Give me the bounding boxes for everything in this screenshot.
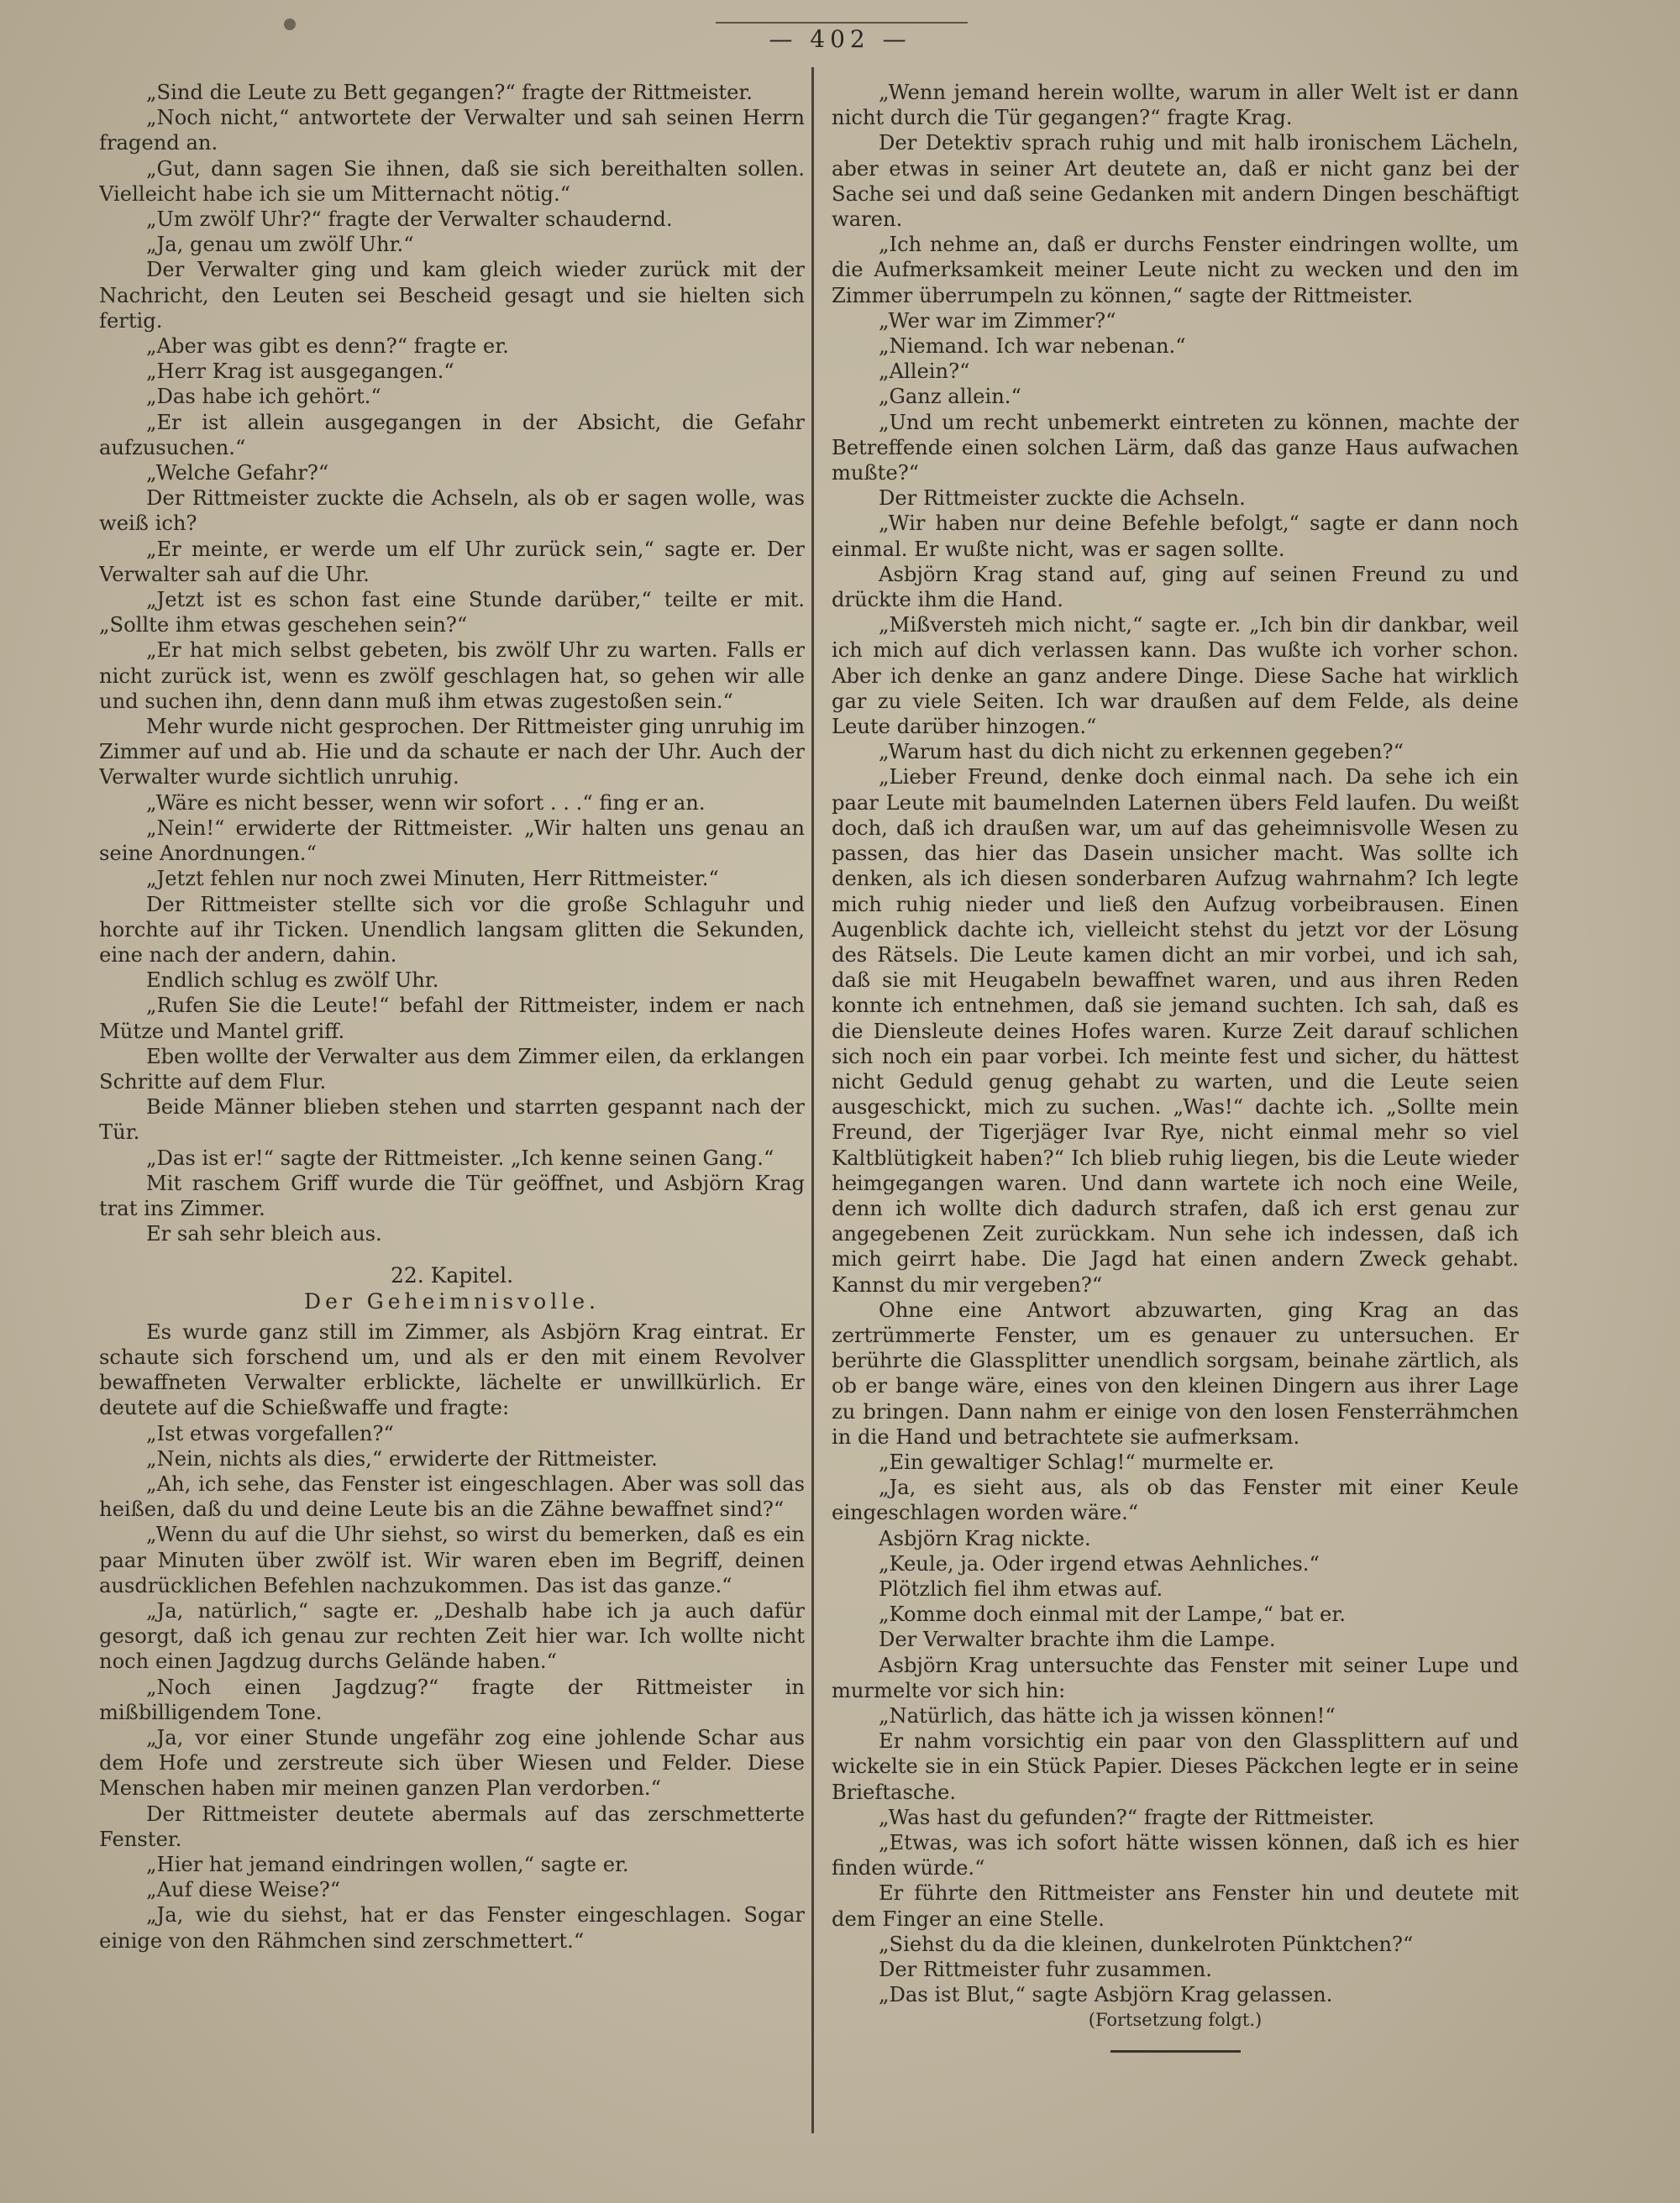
paragraph: „Das habe ich gehört.“ bbox=[146, 385, 381, 409]
end-rule bbox=[1110, 2050, 1241, 2053]
paragraph: Es wurde ganz still im Zimmer, als Asbjörn Krag eintrat. Er schaute sich forschend um, und als er den mit einem Revolver bewaffneten Verwalter erblickte, lächelte er unwillkürlich. Er deutete auf die Schießwaffe und fragte: bbox=[99, 1319, 805, 1420]
paragraph: „Auf diese Weise?“ bbox=[146, 1878, 341, 1902]
paragraph: „Noch einen Jagdzug?“ fragte der Rittmeister in mißbilligendem Tone. bbox=[99, 1675, 805, 1724]
paragraph: Er sah sehr bleich aus. bbox=[146, 1222, 382, 1246]
column-divider bbox=[811, 67, 814, 2133]
paragraph: „Wir haben nur deine Befehle befolgt,“ sagte er dann noch einmal. Er wußte nicht, was er sagen sollte. bbox=[832, 511, 1519, 561]
paragraph: „Ja, wie du siehst, hat er das Fenster eingeschlagen. Sogar einige von den Rähmchen sind zerschmettert.“ bbox=[99, 1903, 805, 1953]
paragraph: „Er ist allein ausgegangen in der Absicht, die Gefahr aufzusuchen.“ bbox=[99, 410, 805, 459]
paragraph: Der Rittmeister fuhr zusammen. bbox=[879, 1958, 1212, 1982]
paragraph: „Er hat mich selbst gebeten, bis zwölf Uhr zu warten. Falls er nicht zurück ist, wenn es zwölf geschlagen hat, so gehen wir alle und suchen ihn, denn dann muß ihm etwas zugestoßen sein.“ bbox=[99, 638, 805, 713]
paragraph: „Natürlich, das hätte ich ja wissen können!“ bbox=[879, 1704, 1336, 1728]
chapter-title: 22. Kapitel. bbox=[390, 1263, 514, 1288]
right-column-text bbox=[832, 80, 1519, 2007]
paragraph: „Er meinte, er werde um elf Uhr zurück sein,“ sagte er. Der Verwalter sah auf die Uhr. bbox=[99, 537, 805, 586]
paragraph: „Lieber Freund, denke doch einmal nach. Da sehe ich ein paar Leute mit baumelnden Laternen übers Feld laufen. Du weißt doch, daß ich draußen war, um auf das geheimnisvolle Wesen zu passen, das hier das Dasein unsicher macht. Was sollte ich denken, als ich diesen sonderbaren Aufzug wahrnahm? Ich legte mich ruhig nieder und ließ den Aufzug vorbeibrausen. Einen Augenblick dachte ich, vielleicht stehst du jetzt vor der Lösung des Rätsels. Die Leute kamen dicht an mir vorbei, und ich sah, daß sie mit Heugabeln bewaffnet waren, und aus ihren Reden konnte ich entnehmen, daß sie jemand suchten. Ich sah, daß es die Diensleute deines Hofes waren. Kurze Zeit darauf schlichen sich noch ein paar vorbei. Ich meinte fest und sicher, du hättest nicht Geduld genug gehabt zu warten, und die Leute seien ausgeschickt, mich zu suchen. „Was!“ dachte ich. „Sollte mein Freund, der Tigerjäger Ivar Rye, nicht einmal mehr so viel Kaltblütigkeit haben?“ Ich blieb ruhig liegen, bis die Leute wieder heimgegangen waren. Und dann wartete ich noch eine Weile, denn ich wollte dich dadurch strafen, daß ich erst genau zur angegebenen Zeit zurückkam. Nun sehe ich indessen, daß ich mich geirrt habe. Die Jagd hat einen andern Zweck gehabt. Kannst du mir vergeben?“ bbox=[832, 765, 1519, 1297]
left-column bbox=[99, 80, 805, 2129]
paragraph: „Ja, vor einer Stunde ungefähr zog eine johlende Schar aus dem Hofe und zerstreute sich über Wiesen und Felder. Diese Menschen haben mir meinen ganzen Plan verdorben.“ bbox=[99, 1726, 805, 1801]
paragraph: „Etwas, was ich sofort hätte wissen können, daß ich es hier finden würde.“ bbox=[832, 1831, 1519, 1880]
paragraph: „Ich nehme an, daß er durchs Fenster eindringen wollte, um die Aufmerksamkeit meiner Leute nicht zu wecken und den im Zimmer überrumpeln zu können,“ sagte der Rittmeister. bbox=[832, 233, 1519, 307]
paragraph: „Was hast du gefunden?“ fragte der Rittmeister. bbox=[879, 1805, 1375, 1829]
left-column-text bbox=[99, 80, 805, 1246]
paragraph: Asbjörn Krag untersuchte das Fenster mit seiner Lupe und murmelte vor sich hin: bbox=[832, 1653, 1519, 1702]
paragraph: „Ja, natürlich,“ sagte er. „Deshalb habe ich ja auch dafür gesorgt, daß ich genau zur rechten Zeit hier war. Ich wollte nicht noch einen Jagdzug durchs Gelände haben.“ bbox=[99, 1598, 805, 1674]
paragraph: Der Rittmeister deutete abermals auf das zerschmetterte Fenster. bbox=[99, 1802, 805, 1851]
paragraph: Endlich schlug es zwölf Uhr. bbox=[146, 968, 439, 993]
paragraph: „Keule, ja. Oder irgend etwas Aehnliches.“ bbox=[879, 1551, 1320, 1576]
paragraph: Der Rittmeister zuckte die Achseln, als ob er sagen wolle, was weiß ich? bbox=[99, 486, 805, 536]
paragraph: „Wenn du auf die Uhr siehst, so wirst du bemerken, daß es ein paar Minuten über zwölf ist. Wir waren eben im Begriff, deinen ausdrücklichen Befehlen nachzukommen. Das ist das ganze.“ bbox=[99, 1523, 805, 1597]
paragraph: „Jetzt ist es schon fast eine Stunde darüber,“ teilte er mit. „Sollte ihm etwas geschehen sein?“ bbox=[99, 588, 805, 637]
paragraph: „Ist etwas vorgefallen?“ bbox=[146, 1421, 394, 1445]
paragraph: „Um zwölf Uhr?“ fragte der Verwalter schaudernd. bbox=[146, 207, 673, 232]
paragraph: Der Verwalter ging und kam gleich wieder zurück mit der Nachricht, den Leuten sei Bescheid gesagt und sie hielten sich fertig. bbox=[99, 258, 805, 333]
paragraph: „Mißversteh mich nicht,“ sagte er. „Ich bin dir dankbar, weil ich mich auf dich verlassen kann. Das wußte ich vorher schon. Aber ich denke an ganz andere Dinge. Diese Sache hat wirklich gar zu viele Seiten. Ich war draußen auf dem Felde, als deine Leute darüber hinzogen.“ bbox=[832, 613, 1519, 739]
chapter-text bbox=[99, 1319, 805, 1954]
paragraph: „Komme doch einmal mit der Lampe,“ bat er. bbox=[879, 1602, 1346, 1627]
continuation-note: (Fortsetzung folgt.) bbox=[1088, 2010, 1263, 2031]
paragraph: Er nahm vorsichtig ein paar von den Glassplittern auf und wickelte sie in ein Stück Papier. Dieses Päckchen legte er in seine Brieftasche. bbox=[832, 1729, 1519, 1804]
paragraph: Mehr wurde nicht gesprochen. Der Rittmeister ging unruhig im Zimmer auf und ab. Hie und da schaute er nach der Uhr. Auch der Verwalter wurde sichtlich unruhig. bbox=[99, 715, 805, 789]
right-column bbox=[832, 80, 1519, 2129]
page-number: — 402 — bbox=[769, 25, 911, 53]
paragraph: „Ja, es sieht aus, als ob das Fenster mit einer Keule eingeschlagen worden wäre.“ bbox=[832, 1476, 1519, 1525]
paragraph: „Allein?“ bbox=[879, 359, 970, 384]
paragraph: Der Verwalter brachte ihm die Lampe. bbox=[879, 1628, 1276, 1652]
paragraph: „Welche Gefahr?“ bbox=[146, 461, 329, 485]
paragraph: „Aber was gibt es denn?“ fragte er. bbox=[146, 334, 509, 359]
paragraph: Der Detektiv sprach ruhig und mit halb ironischem Lächeln, aber etwas in seiner Art deutete an, daß er nicht ganz bei der Sache sei und daß seine Gedanken mit andern Dingen beschäftigt waren. bbox=[832, 131, 1519, 232]
paragraph: „Ein gewaltiger Schlag!“ murmelte er. bbox=[879, 1450, 1275, 1474]
paragraph: „Jetzt fehlen nur noch zwei Minuten, Herr Rittmeister.“ bbox=[146, 867, 719, 891]
paragraph: „Hier hat jemand eindringen wollen,“ sagte er. bbox=[146, 1853, 629, 1877]
paragraph: „Niemand. Ich war nebenan.“ bbox=[879, 334, 1186, 359]
paragraph: „Gut, dann sagen Sie ihnen, daß sie sich bereithalten sollen. Vielleicht habe ich sie um Mitternacht nötig.“ bbox=[99, 156, 805, 206]
paragraph: „Nein!“ erwiderte der Rittmeister. „Wir halten uns genau an seine Anordnungen.“ bbox=[99, 816, 805, 866]
paragraph: „Warum hast du dich nicht zu erkennen gegeben?“ bbox=[879, 740, 1404, 764]
paragraph: „Wer war im Zimmer?“ bbox=[879, 308, 1116, 333]
paragraph: „Wenn jemand herein wollte, warum in aller Welt ist er dann nicht durch die Tür gegangen?“ fragte Krag. bbox=[832, 81, 1519, 130]
paragraph: Der Rittmeister stellte sich vor die große Schlaguhr und horchte auf ihr Ticken. Unendlich langsam glitten die Sekunden, eine nach der andern, dahin. bbox=[99, 892, 805, 967]
paragraph: Eben wollte der Verwalter aus dem Zimmer eilen, da erklangen Schritte auf dem Flur. bbox=[99, 1044, 805, 1094]
header-rule bbox=[716, 22, 968, 24]
paragraph: „Das ist er!“ sagte der Rittmeister. „Ich kenne seinen Gang.“ bbox=[146, 1146, 774, 1170]
paragraph: Mit raschem Griff wurde die Tür geöffnet, und Asbjörn Krag trat ins Zimmer. bbox=[99, 1171, 805, 1220]
paragraph: Ohne eine Antwort abzuwarten, ging Krag an das zertrümmerte Fenster, um es genauer zu untersuchen. Er berührte die Glassplitter unendlich sorgsam, beinahe zärtlich, als ob er bange wäre, eines von den kleinen Dingern aus ihrer Lage zu bringen. Dann nahm er einige von den losen Fensterrähmchen in die Hand und betrachtete sie aufmerksam. bbox=[832, 1298, 1519, 1449]
chapter-subtitle: Der Geheimnisvolle. bbox=[304, 1288, 600, 1314]
paragraph: „Sind die Leute zu Bett gegangen?“ fragte der Rittmeister. bbox=[146, 81, 753, 104]
paragraph: „Nein, nichts als dies,“ erwiderte der Rittmeister. bbox=[146, 1446, 658, 1471]
paragraph: Asbjörn Krag nickte. bbox=[879, 1526, 1091, 1550]
paragraph: „Herr Krag ist ausgegangen.“ bbox=[146, 359, 454, 384]
paragraph: „Siehst du da die kleinen, dunkelroten Pünktchen?“ bbox=[879, 1932, 1414, 1956]
paragraph: „Ja, genau um zwölf Uhr.“ bbox=[146, 233, 414, 257]
paragraph: Beide Männer blieben stehen und starrten gespannt nach der Tür. bbox=[99, 1095, 805, 1145]
paragraph: „Noch nicht,“ antwortete der Verwalter und sah seinen Herrn fragend an. bbox=[99, 106, 805, 155]
paragraph: „Rufen Sie die Leute!“ befahl der Rittmeister, indem er nach Mütze und Mantel griff. bbox=[99, 994, 805, 1043]
paragraph: „Ganz allein.“ bbox=[879, 385, 1021, 409]
paragraph: Plötzlich fiel ihm etwas auf. bbox=[879, 1576, 1163, 1601]
paragraph: Der Rittmeister zuckte die Achseln. bbox=[879, 486, 1246, 511]
paragraph: „Das ist Blut,“ sagte Asbjörn Krag gelassen. bbox=[879, 1983, 1333, 2007]
paragraph: „Wäre es nicht besser, wenn wir sofort . . .“ fing er an. bbox=[146, 790, 706, 815]
paragraph: Er führte den Rittmeister ans Fenster hin und deutete mit dem Finger an eine Stelle. bbox=[832, 1881, 1519, 1931]
paragraph: „Und um recht unbemerkt eintreten zu können, machte der Betreffende einen solchen Lärm, daß das ganze Haus aufwachen mußte?“ bbox=[832, 410, 1519, 485]
paragraph: Asbjörn Krag stand auf, ging auf seinen Freund zu und drückte ihm die Hand. bbox=[832, 562, 1519, 612]
paragraph: „Ah, ich sehe, das Fenster ist eingeschlagen. Aber was soll das heißen, daß du und deine Leute bis an die Zähne bewaffnet sind?“ bbox=[99, 1471, 805, 1522]
